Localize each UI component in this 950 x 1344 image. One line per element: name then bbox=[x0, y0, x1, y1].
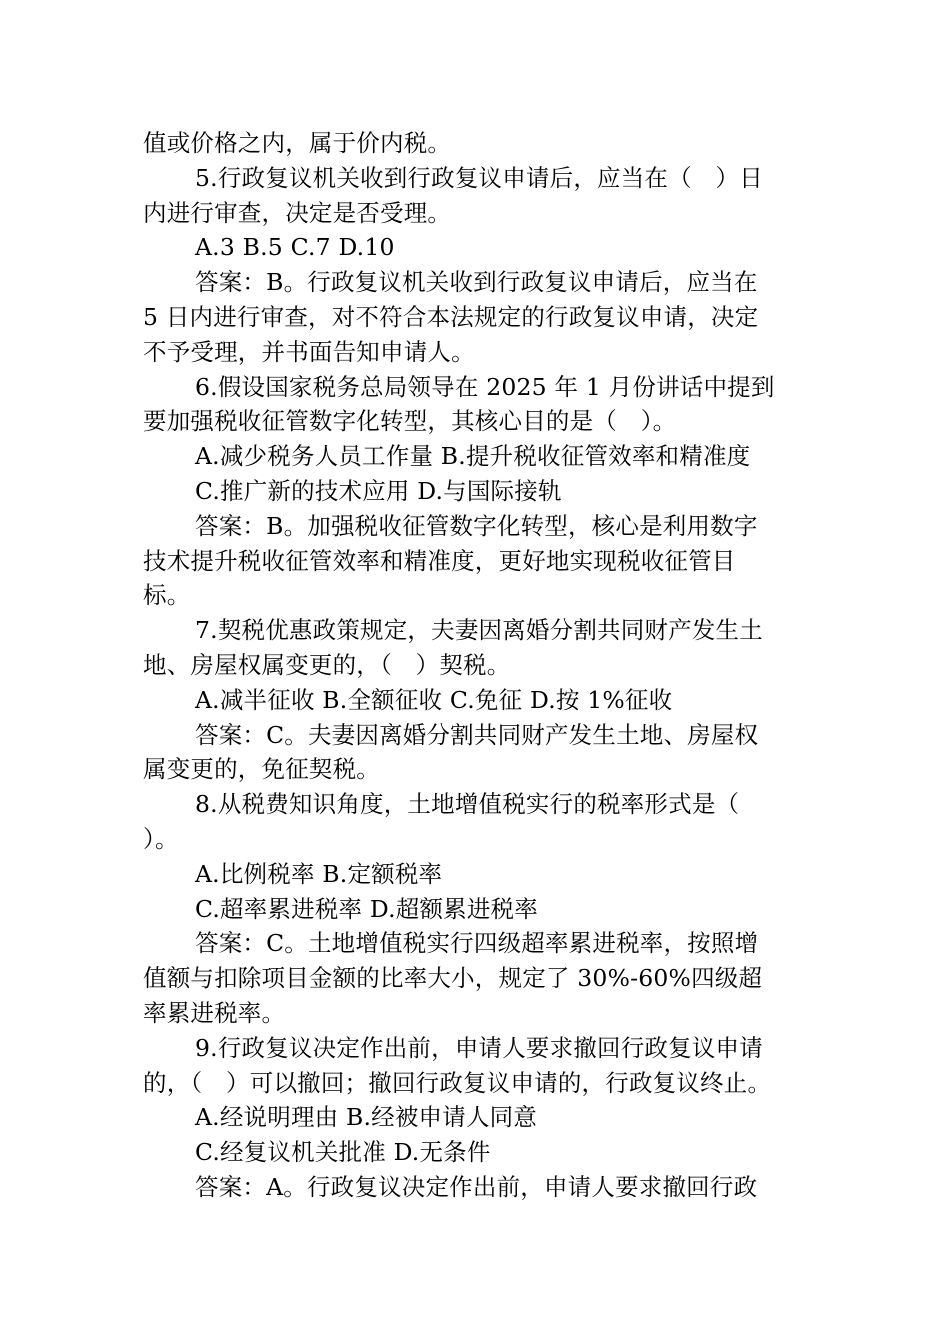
question-line: 8.从税费知识角度，土地增值税实行的税率形式是（ bbox=[195, 790, 740, 819]
answer-line: 答案：B。行政复议机关收到行政复议申请后，应当在 bbox=[195, 268, 758, 297]
answer-line: 不予受理，并书面告知申请人。 bbox=[143, 337, 475, 366]
question-line: 地、房屋权属变更的，（ ）契税。 bbox=[143, 650, 511, 679]
answer-line: 标。 bbox=[143, 581, 191, 610]
answer-line: 答案：C。土地增值税实行四级超率累进税率，按照增 bbox=[195, 929, 759, 958]
options-line: A.减少税务人员工作量 B.提升税收征管效率和精准度 bbox=[195, 442, 751, 471]
options-line: A.减半征收 B.全额征收 C.免征 D.按 1%征收 bbox=[195, 685, 673, 714]
answer-line: 答案：A。行政复议决定作出前，申请人要求撤回行政 bbox=[195, 1172, 758, 1201]
answer-line: 率累进税率。 bbox=[143, 998, 286, 1027]
question-line: 要加强税收征管数字化转型，其核心目的是（ ）。 bbox=[143, 407, 677, 436]
answer-line: 答案：C。夫妻因离婚分割共同财产发生土地、房屋权 bbox=[195, 720, 759, 749]
answer-line: 属变更的，免征契税。 bbox=[143, 755, 380, 784]
options-line: C.超率累进税率 D.超额累进税率 bbox=[195, 894, 538, 923]
answer-line: 答案：B。加强税收征管数字化转型，核心是利用数字 bbox=[195, 511, 758, 540]
question-line: 的，（ ）可以撤回；撤回行政复议申请的，行政复议终止。 bbox=[143, 1068, 772, 1097]
paragraph-continuation-line: 值或价格之内，属于价内税。 bbox=[143, 129, 452, 157]
options-line: A.3 B.5 C.7 D.10 bbox=[195, 233, 395, 262]
answer-line: 值额与扣除项目金额的比率大小，规定了 30%-60%四级超 bbox=[143, 964, 763, 993]
document-body bbox=[143, 126, 809, 1205]
options-line: A.比例税率 B.定额税率 bbox=[195, 859, 443, 888]
question-line: ）。 bbox=[143, 824, 179, 853]
question-line: 内进行审查，决定是否受理。 bbox=[143, 198, 452, 227]
answer-line: 5 日内进行审查，对不符合本法规定的行政复议申请，决定 bbox=[143, 302, 759, 331]
options-line: C.经复议机关批准 D.无条件 bbox=[195, 1138, 491, 1167]
question-line: 6.假设国家税务总局领导在 2025 年 1 月份讲话中提到 bbox=[195, 372, 775, 401]
question-line: 7.契税优惠政策规定，夫妻因离婚分割共同财产发生土 bbox=[195, 616, 763, 645]
options-line: C.推广新的技术应用 D.与国际接轨 bbox=[195, 476, 562, 505]
question-line: 9.行政复议决定作出前，申请人要求撤回行政复议申请 bbox=[195, 1033, 763, 1062]
question-line: 5.行政复议机关收到行政复议申请后，应当在（ ）日 bbox=[195, 163, 763, 192]
options-line: A.经说明理由 B.经被申请人同意 bbox=[195, 1103, 538, 1132]
answer-line: 技术提升税收征管效率和精准度，更好地实现税收征管目 bbox=[143, 546, 736, 575]
